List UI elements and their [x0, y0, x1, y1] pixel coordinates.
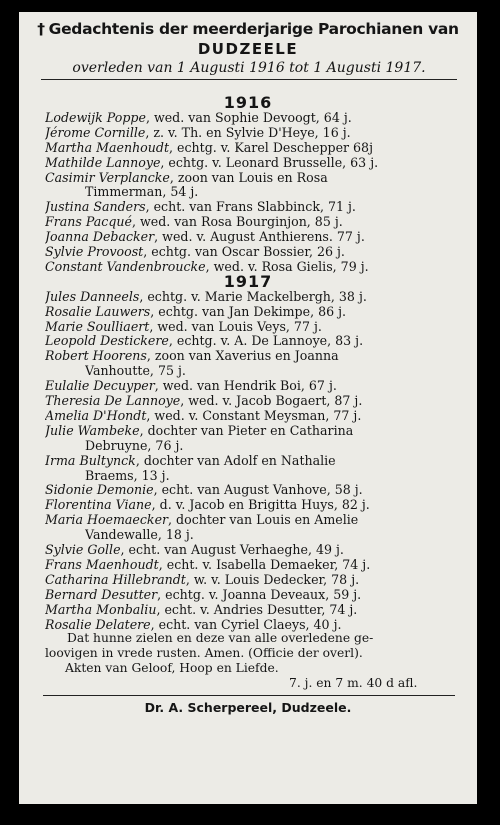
entry-name: Jules Danneels	[45, 288, 140, 304]
entry	[45, 423, 460, 438]
entry-name: Frans Maenhoudt	[45, 556, 159, 572]
entry-name: Martha Maenhoudt	[45, 139, 170, 155]
entry-name: Maria Hoemaecker	[45, 512, 169, 528]
entry	[45, 289, 460, 304]
closing-prayer-line1: Dat hunne zielen en deze van alle overledene ge-	[67, 631, 374, 646]
entry-name: Robert Hoorens	[45, 348, 147, 364]
entry-name: Martha Monbaliu	[45, 601, 157, 617]
entry-name: Rosalie Lauwers	[45, 303, 151, 319]
entry-details: , dochter van Adolf en Nathalie	[135, 452, 336, 468]
entry-name: Jérome Cornille	[45, 124, 146, 140]
entry	[45, 557, 460, 572]
entry-details: , echtg. v. Leonard Brusselle, 63 j.	[160, 154, 379, 170]
entry-details: , z. v. Th. en Sylvie D'Heye, 16 j.	[145, 124, 351, 140]
entry-continuation: Vanhoutte, 75 j.	[85, 363, 186, 379]
cross-icon: †	[37, 20, 45, 38]
entry-details: , echt. v. Isabella Demaeker, 74 j.	[158, 556, 371, 572]
entry	[45, 408, 460, 423]
place-name: DUDZEELE	[197, 40, 299, 58]
entry-name: Justina Sanders	[45, 199, 146, 215]
entry-name: Lodewijk Poppe	[45, 109, 146, 125]
entry	[45, 572, 460, 587]
entry-details: , echt. v. Andries Desutter, 74 j.	[156, 601, 358, 617]
printer-credit: Dr. A. Scherpereel, Dudzeele.	[144, 700, 352, 715]
entry	[45, 170, 460, 185]
entry-name: Irma Bultynck	[45, 452, 136, 468]
footer-divider	[43, 695, 455, 696]
entry-name: Leopold Destickere	[45, 333, 169, 349]
entry-continuation: Timmerman, 54 j.	[85, 184, 199, 200]
entry	[45, 125, 460, 140]
entry-details: , echtg. v. A. De Lannoye, 83 j.	[168, 333, 364, 349]
entry	[45, 453, 460, 468]
entry	[45, 512, 460, 527]
entry-name: Eulalie Decuyper	[45, 378, 155, 394]
memorial-card	[19, 12, 477, 804]
entry	[45, 587, 460, 602]
entry-details: , echtg. v. Marie Mackelbergh, 38 j.	[139, 288, 367, 304]
entry	[45, 244, 460, 259]
entry-name: Sidonie Demonie	[45, 482, 154, 498]
entry-details: , dochter van Louis en Amelie	[168, 512, 359, 528]
entry	[45, 319, 460, 334]
entry-name: Frans Pacqué	[45, 214, 132, 230]
entry-details: , echtg. v. Joanna Deveaux, 59 j.	[157, 586, 362, 602]
entry	[45, 542, 460, 557]
entry	[45, 199, 460, 214]
entry-details: , echt. van Cyriel Claeys, 40 j.	[150, 616, 342, 632]
entry	[45, 229, 460, 244]
closing-creed-line: Akten van Geloof, Hoop en Liefde.	[65, 661, 279, 676]
entry-name: Julie Wambeke	[45, 422, 140, 438]
entry-details: , zoon van Xaverius en Joanna	[146, 348, 339, 364]
period-line: overleden van 1 Augusti 1916 tot 1 Augusti 1917.	[41, 59, 457, 80]
entry	[45, 140, 460, 155]
entry-name: Sylvie Golle	[45, 542, 121, 557]
entry	[45, 378, 460, 393]
year-heading-1916: 1916	[223, 93, 273, 112]
entry-name: Amelia D'Hondt	[45, 407, 147, 423]
entry	[45, 348, 460, 363]
card-title	[19, 20, 477, 38]
entry-details: , echt. van Frans Slabbinck, 71 j.	[145, 199, 356, 215]
entry-continuation: Debruyne, 76 j.	[85, 437, 184, 453]
entry-details: , zoon van Louis en Rosa	[169, 169, 328, 185]
entry	[45, 617, 460, 632]
entry-continuation: Vandewalle, 18 j.	[85, 527, 194, 543]
entry-details: , wed. v. Constant Meysman, 77 j.	[146, 407, 362, 423]
entry	[45, 155, 460, 170]
entry-name: Constant Vandenbroucke	[45, 258, 206, 274]
entry-details: , d. v. Jacob en Brigitta Huys, 82 j.	[151, 497, 370, 513]
entry-name: Casimir Verplancke	[45, 169, 170, 185]
entry	[45, 497, 460, 512]
entry-details: , wed. van Rosa Bourginjon, 85 j.	[131, 214, 343, 230]
entry-name: Joanna Debacker	[45, 229, 155, 245]
entry-name: Rosalie Delatere	[45, 616, 151, 632]
entry-name: Catharina Hillebrandt	[45, 571, 186, 587]
entry	[45, 110, 460, 125]
entry	[45, 304, 460, 319]
entry-name: Sylvie Provoost	[45, 244, 144, 259]
entry-details: , echtg. van Oscar Bossier, 26 j.	[143, 244, 345, 259]
closing-prayer-line2: loovigen in vrede rusten. Amen. (Officie der overl).	[45, 646, 363, 661]
entry	[45, 602, 460, 617]
entry-name: Mathilde Lannoye	[45, 154, 161, 170]
entry	[45, 393, 460, 408]
entry	[45, 333, 460, 348]
closing-indulgence-line: 7. j. en 7 m. 40 d afl.	[289, 676, 418, 691]
entry-continuation: Braems, 13 j.	[85, 467, 170, 483]
entry-details: , echt. van August Vanhove, 58 j.	[153, 482, 363, 498]
entry-details: , dochter van Pieter en Catharina	[139, 422, 354, 438]
entry-name: Theresia De Lannoye	[45, 393, 181, 408]
title-text: Gedachtenis der meerderjarige Parochianen van	[48, 20, 459, 38]
entry	[45, 482, 460, 497]
entry-details: , w. v. Louis Dedecker, 78 j.	[185, 571, 360, 587]
entry-details: , wed. van Sophie Devoogt, 64 j.	[145, 109, 352, 125]
entry-name: Marie Soulliaert	[45, 318, 150, 334]
entry-details: , wed. van Hendrik Boi, 67 j.	[154, 378, 337, 394]
entry-details: , echt. van August Verhaeghe, 49 j.	[120, 542, 344, 557]
entry	[45, 214, 460, 229]
entry-details: , wed. v. August Anthierens. 77 j.	[154, 229, 365, 245]
entry-details: , wed. v. Jacob Bogaert, 87 j.	[180, 393, 363, 408]
entry-name: Florentina Viane	[45, 497, 152, 513]
entry-details: , wed. v. Rosa Gielis, 79 j.	[205, 258, 369, 274]
year-heading-1917: 1917	[223, 271, 273, 291]
entry-name: Bernard Desutter	[45, 586, 158, 602]
entry-details: , echtg. van Jan Dekimpe, 86 j.	[150, 303, 347, 319]
entry-details: , echtg. v. Karel Deschepper 68j	[169, 139, 373, 155]
entry-details: , wed. van Louis Veys, 77 j.	[149, 318, 322, 334]
